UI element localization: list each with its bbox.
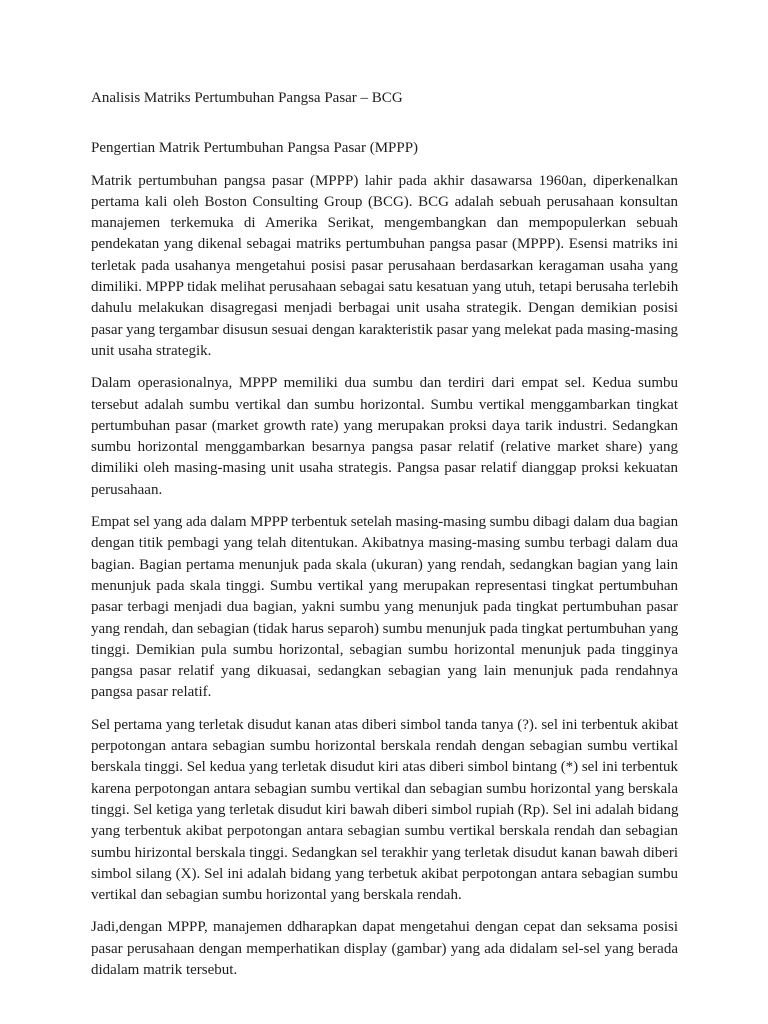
text-line: simbol silang (X). Sel ini adalah bidang yang terbetuk akibat perpotongan antara sebagian sumbu (91, 865, 678, 882)
text-line: perpotongan antara sebagian sumbu horizontal berskala rendah dengan sebagian sumbu vertikal (91, 738, 678, 755)
text-line: tersebut adalah sumbu vertikal dan sumbu horizontal. Sumbu vertikal menggambarkan tingkat (91, 396, 678, 413)
text-line: menunjuk pada skala tinggi. Sumbu vertikal yang merupakan representasi tingkat pertumbuhan (91, 577, 678, 594)
text-line: bagian. Bagian pertama menunjuk pada skala (ukuran) yang rendah, sedangkan bagian yang lain (91, 556, 678, 573)
text-line: dahulu melakukan disagregasi menjadi berbagai unit usaha strategik. Dengan demikian posisi (91, 300, 678, 317)
text-line: perusahaan. (91, 481, 163, 498)
text-line: Dalam operasionalnya, MPPP memiliki dua sumbu dan terdiri dari empat sel. Kedua sumbu (91, 375, 678, 392)
body-paragraph (91, 917, 678, 981)
text-line: dengan titik pembagi yang telah ditentukan. Akibatnya masing-masing sumbu terbagi dalam dua (91, 535, 678, 552)
text-line: unit usaha strategik. (91, 342, 212, 359)
text-line: sumbu hirizontal berskala tinggi. Sedangkan sel terakhir yang terletak disudut kanan bawah diberi (91, 844, 678, 861)
text-line: pasar perusahaan dengan memperhatikan display (gambar) yang ada didalam sel-sel yang berada (91, 940, 678, 957)
body-paragraph (91, 512, 678, 704)
text-line: Matrik pertumbuhan pangsa pasar (MPPP) lahir pada akhir dasawarsa 1960an, diperkenalkan (91, 172, 678, 189)
document-title: Analisis Matriks Pertumbuhan Pangsa Pasar – BCG (91, 90, 403, 106)
text-line: manajemen terkemuka di Amerika Serikat, mengembangkan dan mempopulerkan sebuah (91, 215, 678, 232)
text-line: Sel pertama yang terletak disudut kanan atas diberi simbol tanda tanya (?). sel ini terbentuk akibat (91, 716, 679, 733)
text-line: tinggi. Sel ketiga yang terletak disudut kiri bawah diberi simbol rupiah (Rp). Sel ini adalah bidang (91, 801, 679, 818)
text-line: Empat sel yang ada dalam MPPP terbentuk setelah masing-masing sumbu dibagi dalam dua bagian (91, 514, 678, 531)
text-line: yang rendah, dan sebagian (tidak harus separoh) sumbu menunjuk pada tingkat pertumbuhan yang (91, 620, 679, 637)
text-line: pertama kali oleh Boston Consulting Group (BCG). BCG adalah sebuah perusahaan konsultan (91, 193, 678, 210)
text-line: terletak pada usahanya mengetahui posisi pasar perusahaan berdasarkan keragaman usaha yang (91, 257, 678, 274)
text-line: didalam matrik tersebut. (91, 961, 238, 978)
text-line: pangsa pasar relatif yang dikuasai, sedangkan sebagian yang lain menunjuk pada rendahnya (91, 663, 678, 680)
text-line: sumbu horizontal menggambarkan besarnya pangsa pasar relatif (relative market share) yang (91, 439, 678, 456)
section-heading: Pengertian Matrik Pertumbuhan Pangsa Pasar (MPPP) (91, 140, 419, 157)
text-line: pasar terbagi menjadi dua bagian, yakni sumbu yang menunjuk pada tingkat pertumbuhan pasar (91, 599, 678, 616)
body-paragraph (91, 715, 678, 907)
text-line: tinggi. Demikian pula sumbu horizontal, sebagian sumbu horizontal menunjuk pada tingginya (91, 641, 678, 658)
body-paragraph (91, 171, 678, 363)
text-line: dimiliki oleh masing-masing unit usaha strategis. Pangsa pasar relatif dianggap proksi kekuatan (91, 460, 678, 477)
text-line: pasar yang tergambar disusun sesuai dengan karakteristik pasar yang melekat pada masing-masing (91, 321, 678, 338)
text-line: yang terbentuk akibat perpotongan antara sebagian sumbu vertikal berskala rendah dan sebagian (91, 823, 678, 840)
text-line: karena perpotongan antara sebagian sumbu vertikal dan sebagian sumbu horizontal yang berskala (91, 780, 678, 797)
text-line: pertumbuhan pasar (market growth rate) yang merupakan proksi daya tarik industri. Sedangkan (91, 417, 678, 434)
text-line: pendekatan yang dikenal sebagai matriks pertumbuhan pangsa pasar (MPPP). Esensi matriks ini (91, 236, 678, 253)
body-paragraph (91, 373, 678, 501)
text-line: vertikal dan sebagian sumbu horizontal yang berskala rendah. (91, 887, 462, 904)
document-body (91, 171, 678, 982)
text-line: dimiliki. MPPP tidak melihat perusahaan sebagai satu kesatuan yang utuh, tetapi berusaha terlebih (91, 279, 679, 296)
text-line: Jadi,dengan MPPP, manajemen ddharapkan dapat mengetahui dengan cepat dan seksama posisi (91, 919, 678, 936)
text-line: berskala tinggi. Sel kedua yang terletak disudut kiri atas diberi simbol bintang (*) sel ini terbentuk (91, 759, 678, 776)
text-line: pangsa pasar relatif. (91, 684, 212, 701)
